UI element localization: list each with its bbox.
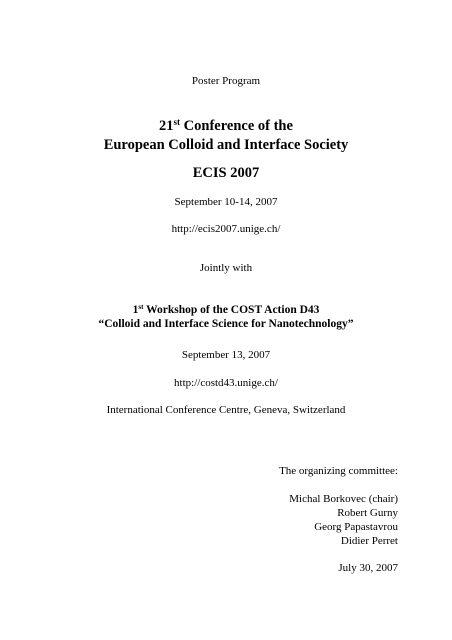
conference-ordinal: st [173, 117, 181, 128]
workshop-title-line2: “Colloid and Interface Science for Nanotechnology” [98, 318, 354, 330]
conference-number: 21 [159, 118, 174, 134]
workshop-title-line1 [0, 305, 452, 317]
document-date: July 30, 2007 [338, 562, 398, 574]
committee-member: Georg Papastavrou [314, 521, 398, 533]
committee-member: Michal Borkovec (chair) [289, 493, 398, 505]
conference-title-rest: Conference of the [180, 118, 293, 134]
workshop-number: 1 [132, 304, 139, 316]
conference-acronym: ECIS 2007 [192, 165, 260, 181]
conference-dates: September 10-14, 2007 [174, 196, 278, 208]
workshop-title-rest: Workshop of the COST Action D43 [143, 304, 320, 316]
workshop-url[interactable]: http://costd43.unige.ch/ [174, 377, 278, 389]
conference-title-line1 [0, 119, 452, 134]
workshop-date: September 13, 2007 [181, 349, 271, 361]
committee-member: Didier Perret [340, 535, 398, 547]
committee-member: Robert Gurny [337, 507, 398, 519]
jointly-with-label: Jointly with [199, 262, 253, 274]
workshop-ordinal: st [138, 303, 144, 312]
venue: International Conference Centre, Geneva, Switzerland [106, 404, 346, 416]
poster-program-label: Poster Program [191, 75, 261, 87]
conference-title-line2: European Colloid and Interface Society [103, 137, 349, 153]
committee-heading: The organizing committee: [279, 465, 398, 477]
conference-url[interactable]: http://ecis2007.unige.ch/ [171, 223, 281, 235]
